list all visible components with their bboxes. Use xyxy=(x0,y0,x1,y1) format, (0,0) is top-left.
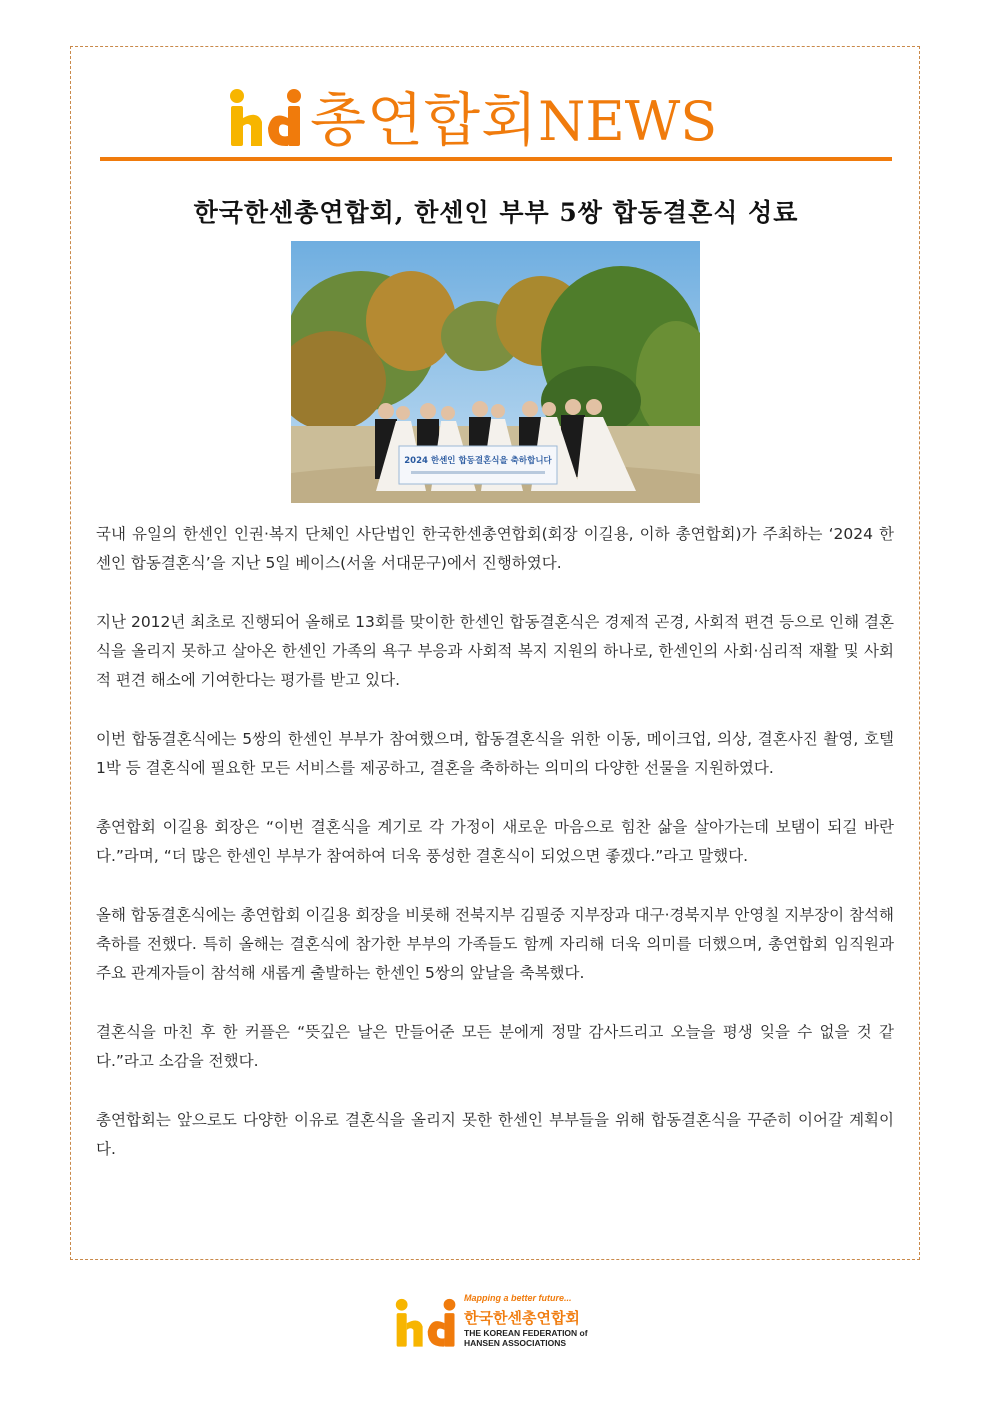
masthead xyxy=(228,80,717,160)
article-body xyxy=(96,520,894,1194)
masthead-title-news: NEWS xyxy=(538,90,718,153)
article-paragraph: 이번 합동결혼식에는 5쌍의 한센인 부부가 참여했으며, 합동결혼식을 위한 이동, 메이크업, 의상, 결혼사진 촬영, 호텔 1박 등 결혼식에 필요한 모든 서비스를 제공하고, 결혼을 축하하는 의미의 다양한 선물을 지원하였다. xyxy=(96,730,894,777)
footer-org-name-en-2: HANSEN ASSOCIATIONS xyxy=(464,1338,567,1348)
footer-org-name-en-1: THE KOREAN FEDERATION of xyxy=(464,1328,588,1338)
footer-logo xyxy=(394,1286,588,1350)
hd-logo-small-icon xyxy=(394,1298,458,1350)
footer-org-name: 한국한센총연합회 xyxy=(464,1309,580,1327)
masthead-rule xyxy=(100,157,892,161)
article-paragraph: 결혼식을 마친 후 한 커플은 “뜻깊은 날은 만들어준 모든 분에게 정말 감사드리고 오늘을 평생 잊을 수 없을 것 같다.”라고 소감을 전했다. xyxy=(96,1023,894,1070)
article-paragraph: 지난 2012년 최초로 진행되어 올해로 13회를 맞이한 한센인 합동결혼식은 경제적 곤경, 사회적 편견 등으로 인해 결혼식을 올리지 못하고 살아온 한센인 가족의 욕구 부응과 사회적 복지 지원의 하나로, 한센인의 사회·심리적 재활 및 사회적 편견 해소에 기여한다는 평가를 받고 있다. xyxy=(96,613,894,689)
wedding-photo xyxy=(291,241,700,503)
article-headline: 한국한센총연합회, 한센인 부부 5쌍 합동결혼식 성료 xyxy=(193,198,799,227)
article-paragraph: 올해 합동결혼식에는 총연합회 이길용 회장을 비롯해 전북지부 김필중 지부장과 대구·경북지부 안영칠 지부장이 참석해 축하를 전했다. 특히 올해는 결혼식에 참가한 부부의 가족들도 함께 자리해 더욱 의미를 더했으며, 총연합회 임직원과 주요 관계자들이 참석해 새롭게 출발하는 한센인 5쌍의 앞날을 축복했다. xyxy=(96,906,894,982)
article-paragraph: 총연합회 이길용 회장은 “이번 결혼식을 계기로 각 가정이 새로운 마음으로 힘찬 삶을 살아가는데 보탬이 되길 바란다.”라며, “더 많은 한센인 부부가 참여하여 더욱 풍성한 결혼식이 되었으면 좋겠다.”라고 말했다. xyxy=(96,818,894,865)
footer-tagline: Mapping a better future... xyxy=(464,1293,572,1303)
masthead-title-korean: 총연합회 xyxy=(310,86,539,154)
article-paragraph: 총연합회는 앞으로도 다양한 이유로 결혼식을 올리지 못한 한센인 부부들을 위해 합동결혼식을 꾸준히 이어갈 계획이다. xyxy=(96,1111,894,1158)
article-paragraph: 국내 유일의 한센인 인권·복지 단체인 사단법인 한국한센총연합회(회장 이길용, 이하 총연합회)가 주최하는 ‘2024 한센인 합동결혼식’을 지난 5일 베이스(서울 서대문구)에서 진행하였다. xyxy=(96,525,894,572)
masthead-title xyxy=(310,86,718,154)
photo-banner-text: 2024 한센인 합동결혼식을 축하합니다 xyxy=(404,456,552,466)
hd-logo-icon xyxy=(228,90,304,150)
